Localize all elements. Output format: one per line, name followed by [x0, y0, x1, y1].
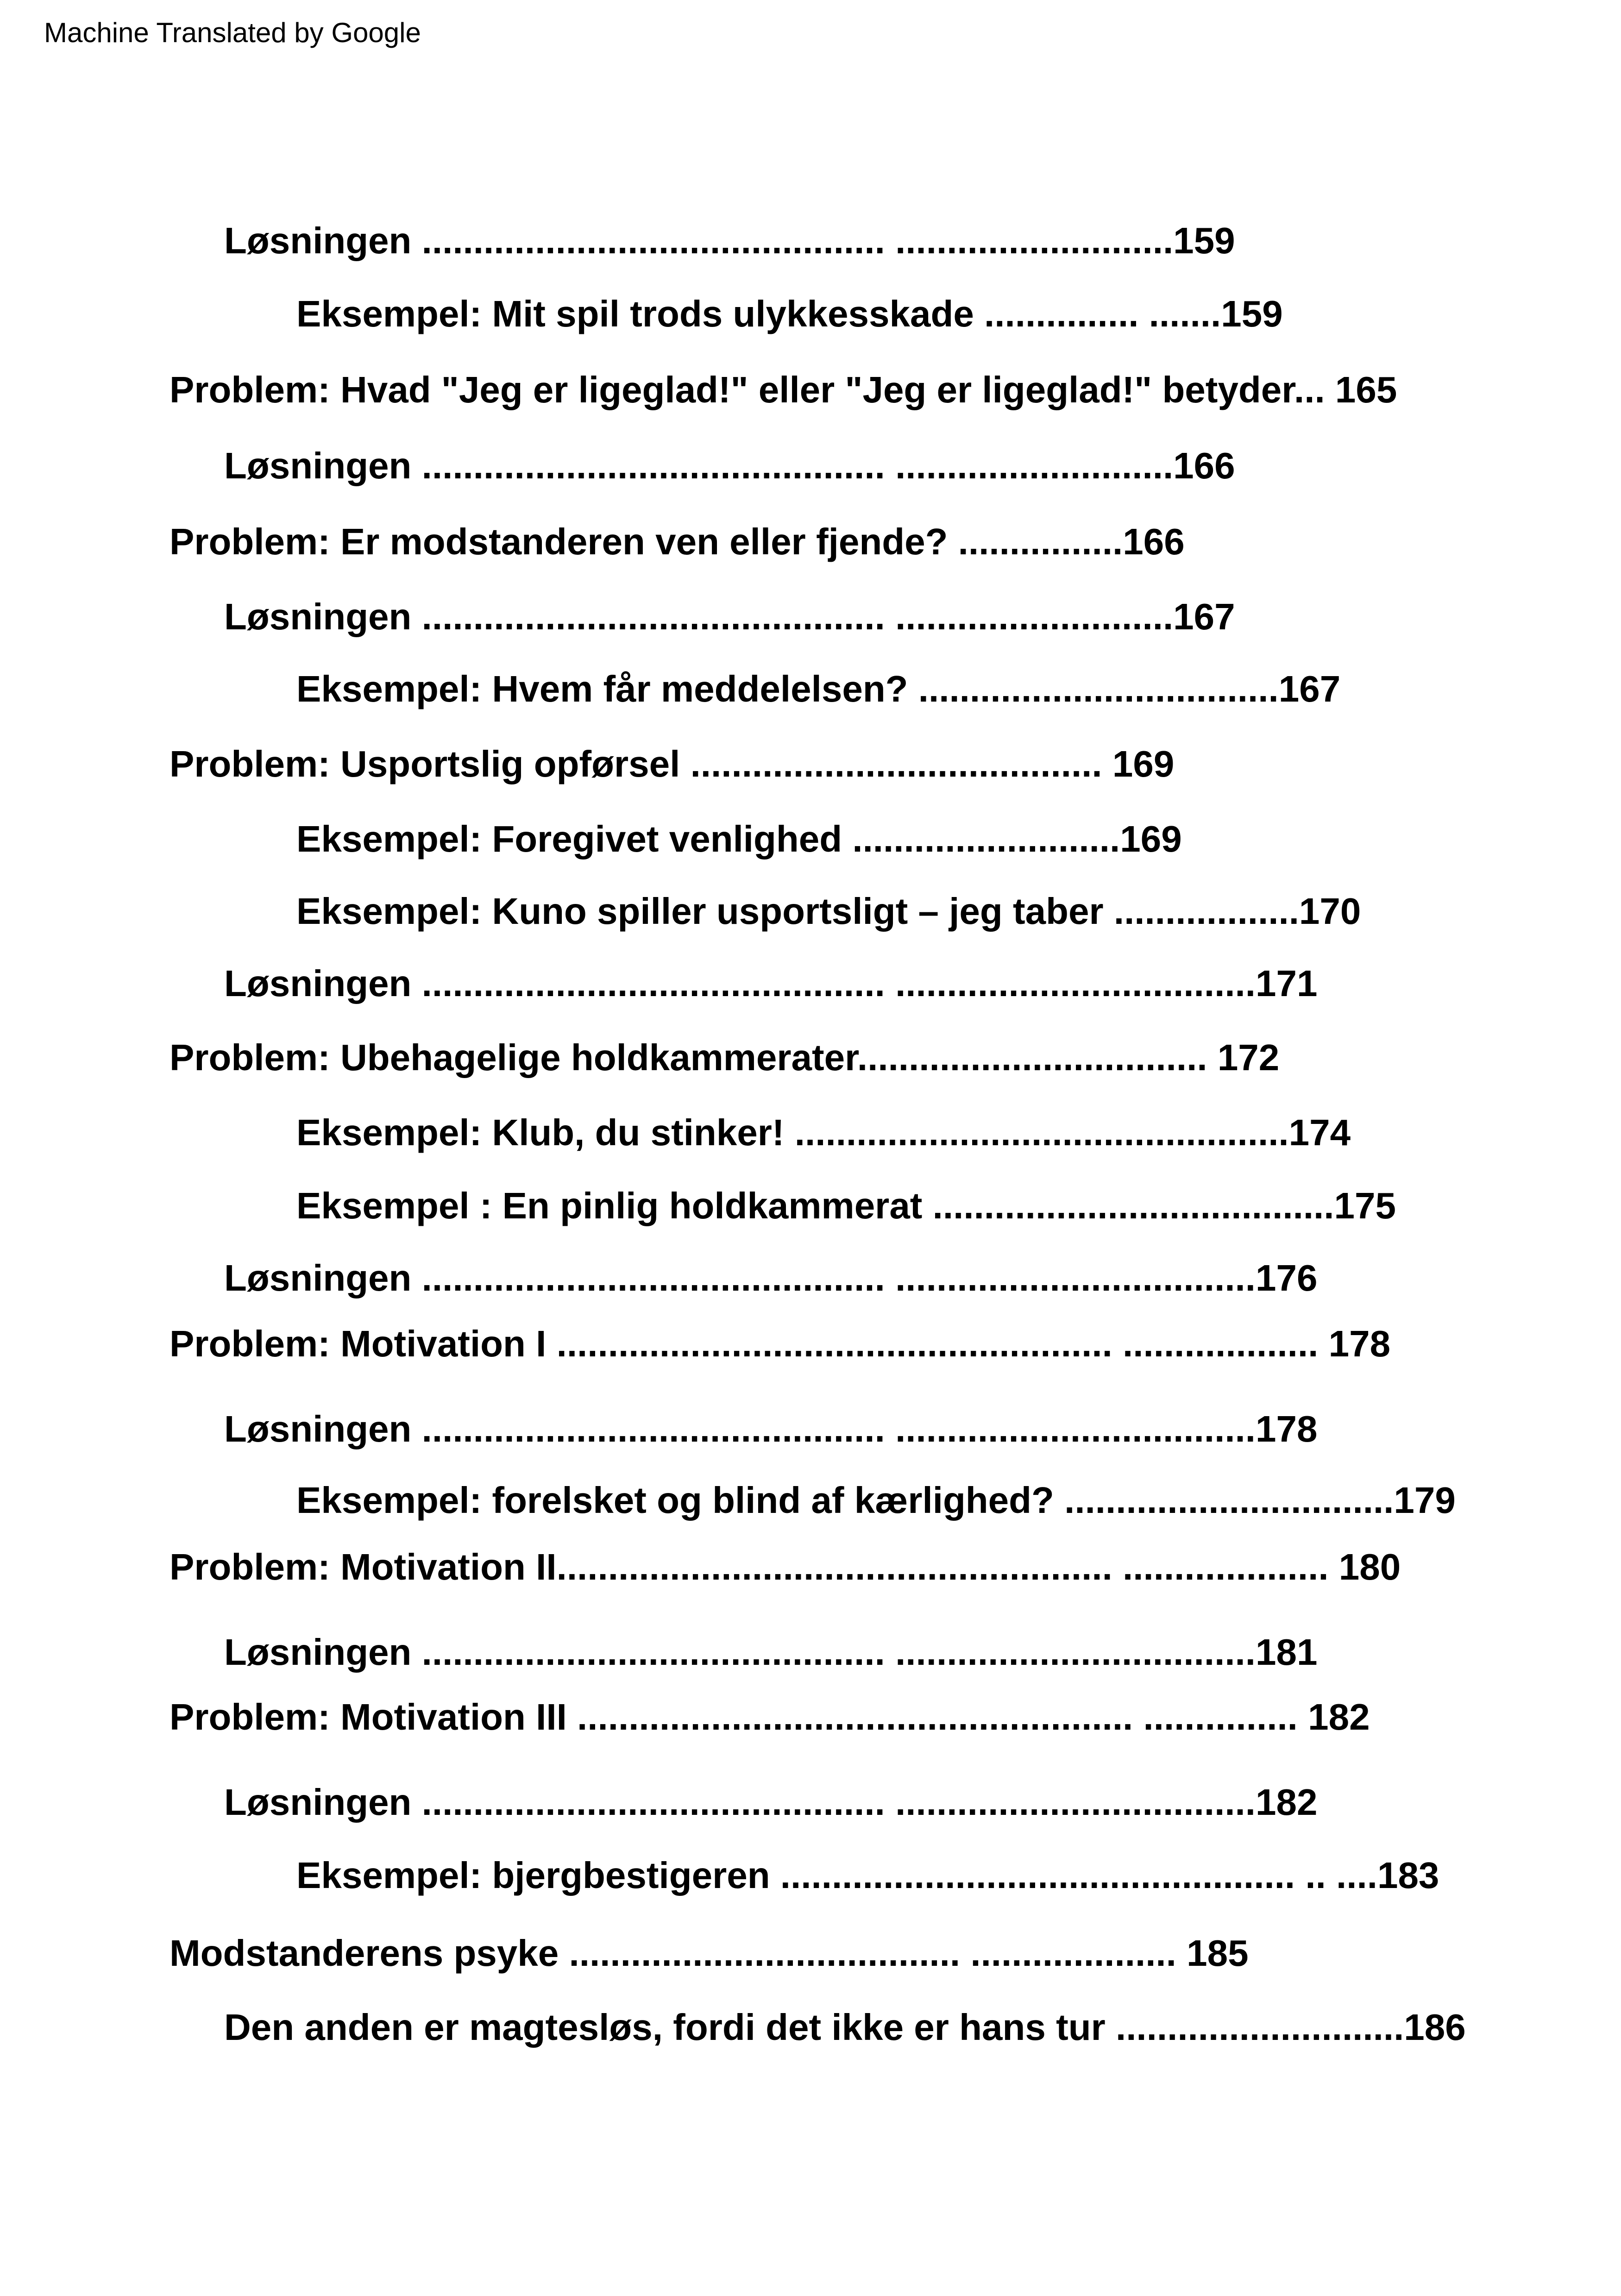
toc-entry[interactable]: Løsningen ............................................. ...........................166 [224, 445, 1235, 486]
toc-entry[interactable]: Løsningen ............................................. ...................................171 [224, 963, 1318, 1004]
toc-entry[interactable]: Problem: Motivation II...................................................... .................... 180 [170, 1546, 1401, 1587]
toc-entry[interactable]: Løsningen ............................................. ...........................167 [224, 596, 1235, 637]
toc-entry[interactable]: Den anden er magtesløs, fordi det ikke er hans tur ............................186 [224, 2007, 1466, 2048]
toc-entry[interactable]: Problem: Motivation III ...................................................... ............... 182 [170, 1696, 1370, 1738]
toc-entry[interactable]: Løsningen ............................................. ...........................159 [224, 220, 1235, 261]
machine-translation-banner: Machine Translated by Google [44, 17, 421, 48]
toc-entry[interactable]: Eksempel: bjergbestigeren .................................................. .. ....183 [296, 1855, 1439, 1896]
toc-entry[interactable]: Løsningen ............................................. ...................................181 [224, 1631, 1318, 1673]
toc-entry[interactable]: Eksempel: forelsket og blind af kærlighed? ................................179 [296, 1480, 1456, 1521]
toc-entry[interactable]: Modstanderens psyke ...................................... .................... 185 [170, 1932, 1249, 1974]
toc-entry[interactable]: Løsningen ............................................. ...................................182 [224, 1782, 1318, 1823]
toc-entry[interactable]: Problem: Motivation I ...................................................... ................... 178 [170, 1323, 1391, 1364]
toc-entry[interactable]: Problem: Ubehagelige holdkammerater.................................. 172 [170, 1037, 1280, 1078]
toc-entry[interactable]: Eksempel: Mit spil trods ulykkesskade ............... .......159 [296, 293, 1283, 334]
toc-entry[interactable]: Eksempel: Foregivet venlighed ..........................169 [296, 818, 1182, 859]
toc-entry[interactable]: Problem: Er modstanderen ven eller fjende? ................166 [170, 521, 1185, 562]
toc-entry[interactable]: Eksempel: Hvem får meddelelsen? ...................................167 [296, 668, 1341, 709]
toc-entry[interactable]: Løsningen ............................................. ...................................178 [224, 1408, 1318, 1449]
toc-entry[interactable]: Problem: Hvad "Jeg er ligeglad!" eller "Jeg er ligeglad!" betyder... 165 [170, 369, 1397, 410]
toc-entry[interactable]: Eksempel : En pinlig holdkammerat .......................................175 [296, 1185, 1396, 1226]
toc-entry[interactable]: Problem: Usportslig opførsel ........................................ 169 [170, 743, 1175, 784]
toc-entry[interactable]: Eksempel: Kuno spiller usportsligt – jeg taber ..................170 [296, 891, 1361, 932]
toc-entry[interactable]: Løsningen ............................................. ...................................176 [224, 1257, 1318, 1299]
toc-entry[interactable]: Eksempel: Klub, du stinker! ................................................174 [296, 1112, 1351, 1153]
